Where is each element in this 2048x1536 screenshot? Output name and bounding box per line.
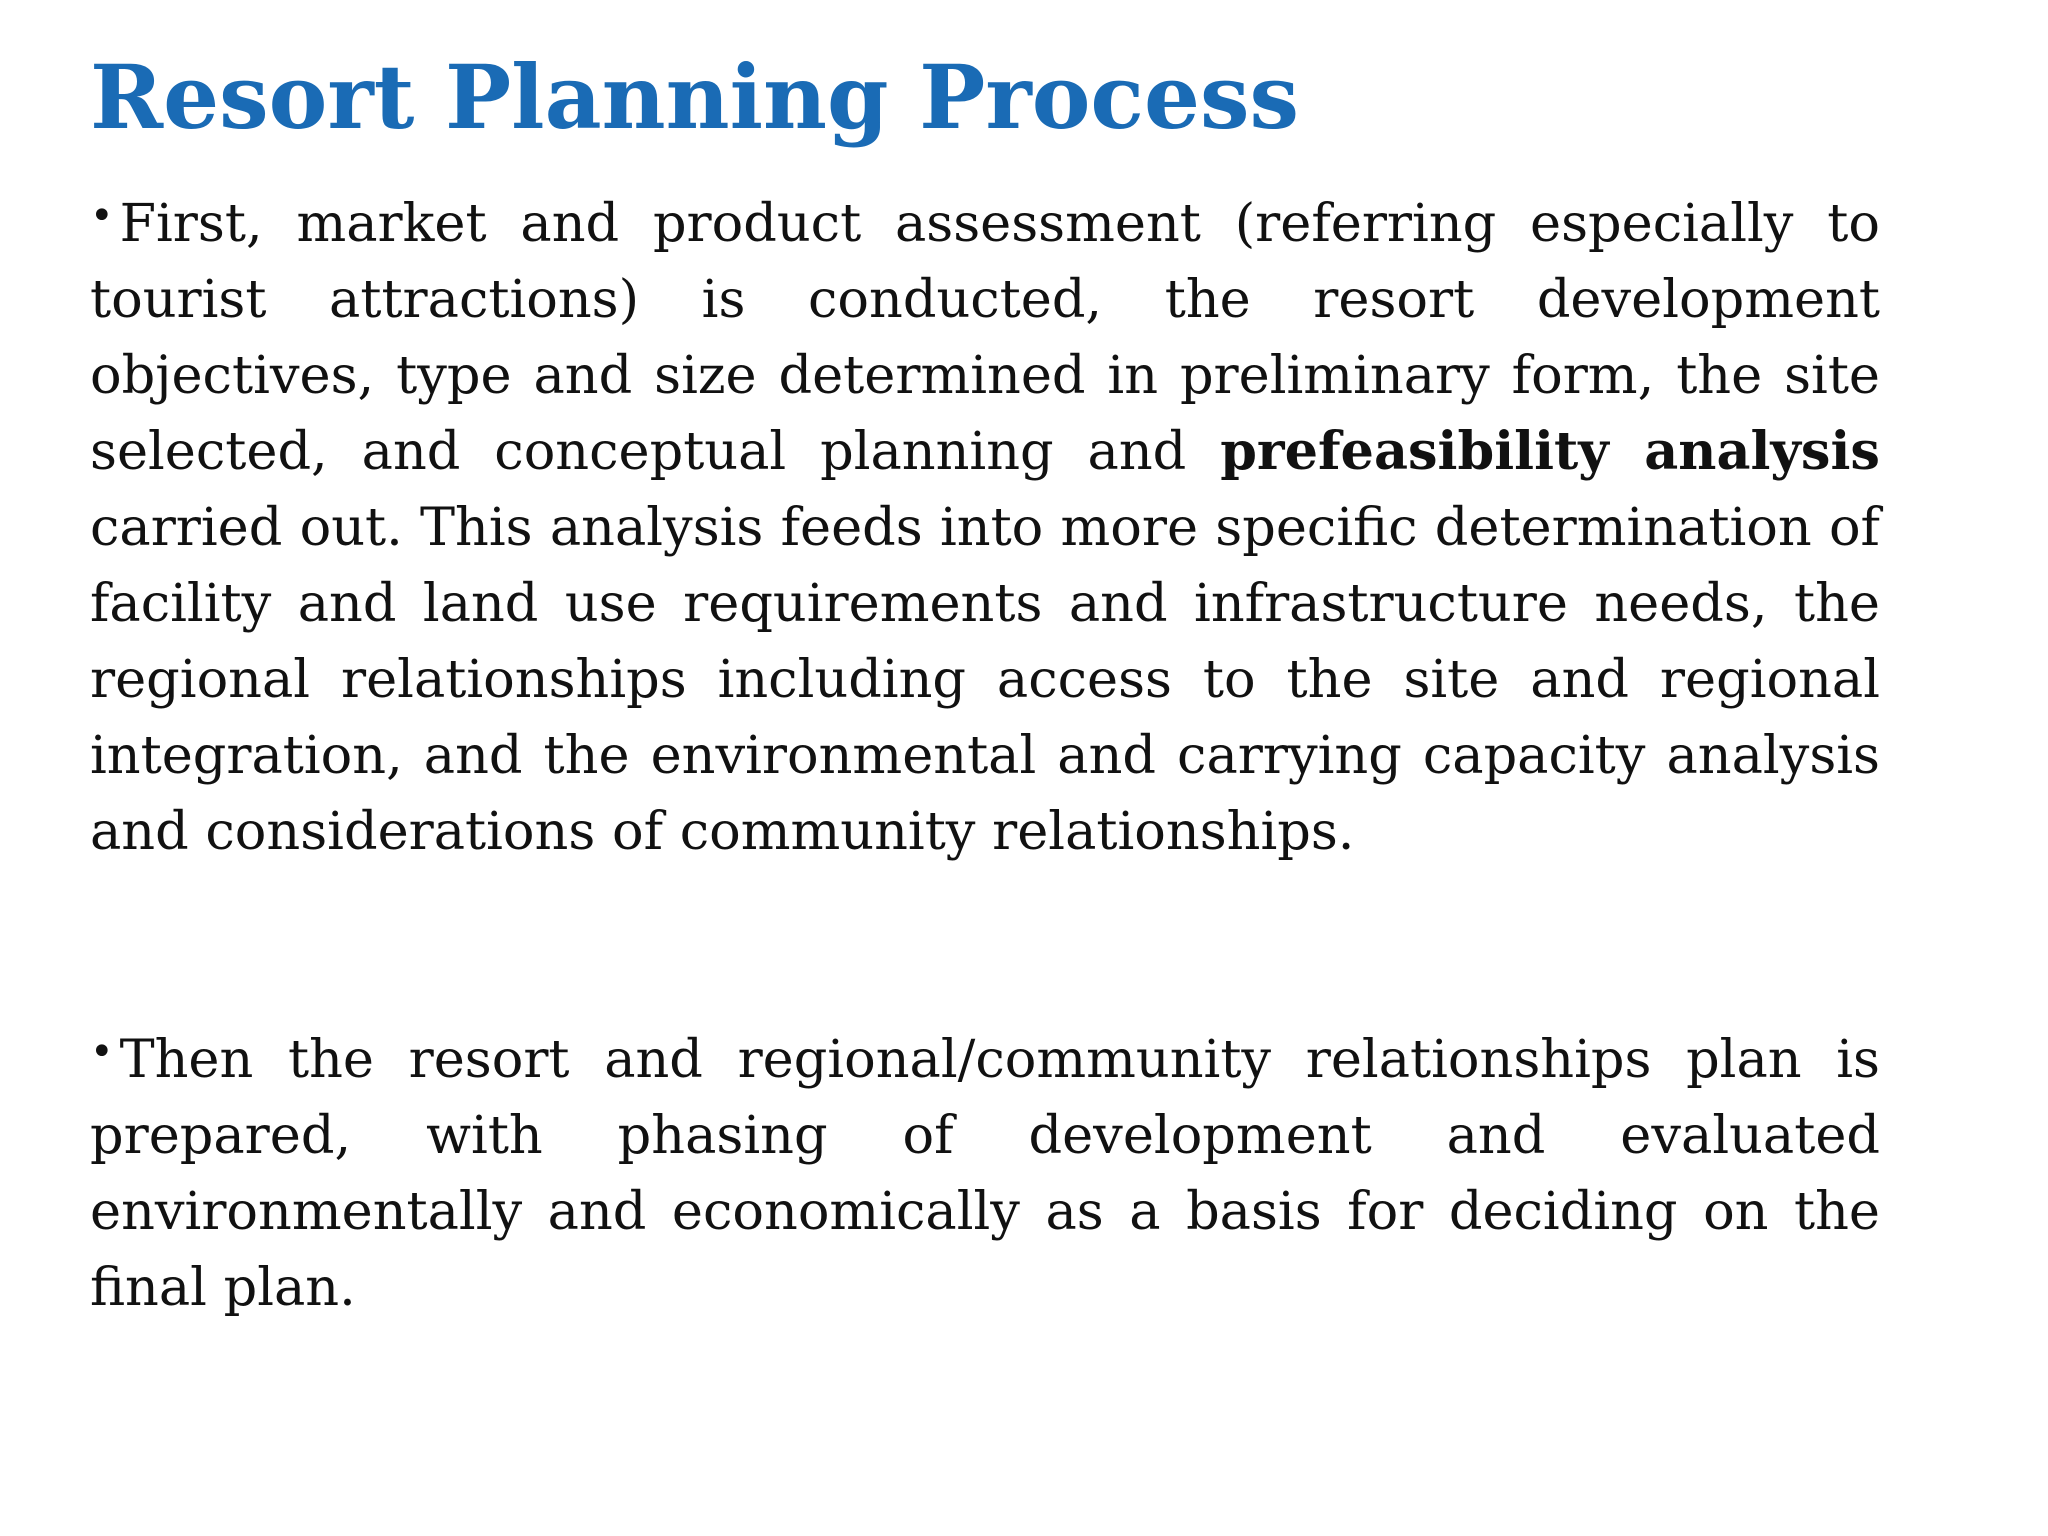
bullet-icon: •: [90, 193, 114, 239]
paragraph-1-text-part-2: carried out. This analysis feeds into more specific determination of facility and land use requirements and infrastructure needs, the regional relationships including access to the site and regional integration, and the environmental and carrying capacity analysis and considerations of community relationships.: [90, 497, 1880, 862]
paragraph-2-text: Then the resort and regional/community relationships plan is prepared, with phasing of development and evaluated environmentally and economically as a basis for deciding on the final plan.: [90, 1029, 1880, 1318]
bullet-paragraph-1: [90, 178, 1880, 870]
bullet-paragraph-2: [90, 1014, 1880, 1326]
slide-title: Resort Planning Process: [90, 45, 1300, 149]
paragraph-1-bold-term: prefeasibility analysis: [1220, 421, 1880, 482]
paragraph-1-text-part-1: First, market and product assessment (referring especially to tourist attractions) is conducted, the resort development objectives, type and size determined in preliminary form, the site selected, and conceptual planning and: [90, 193, 1880, 482]
bullet-icon: •: [90, 1029, 114, 1075]
